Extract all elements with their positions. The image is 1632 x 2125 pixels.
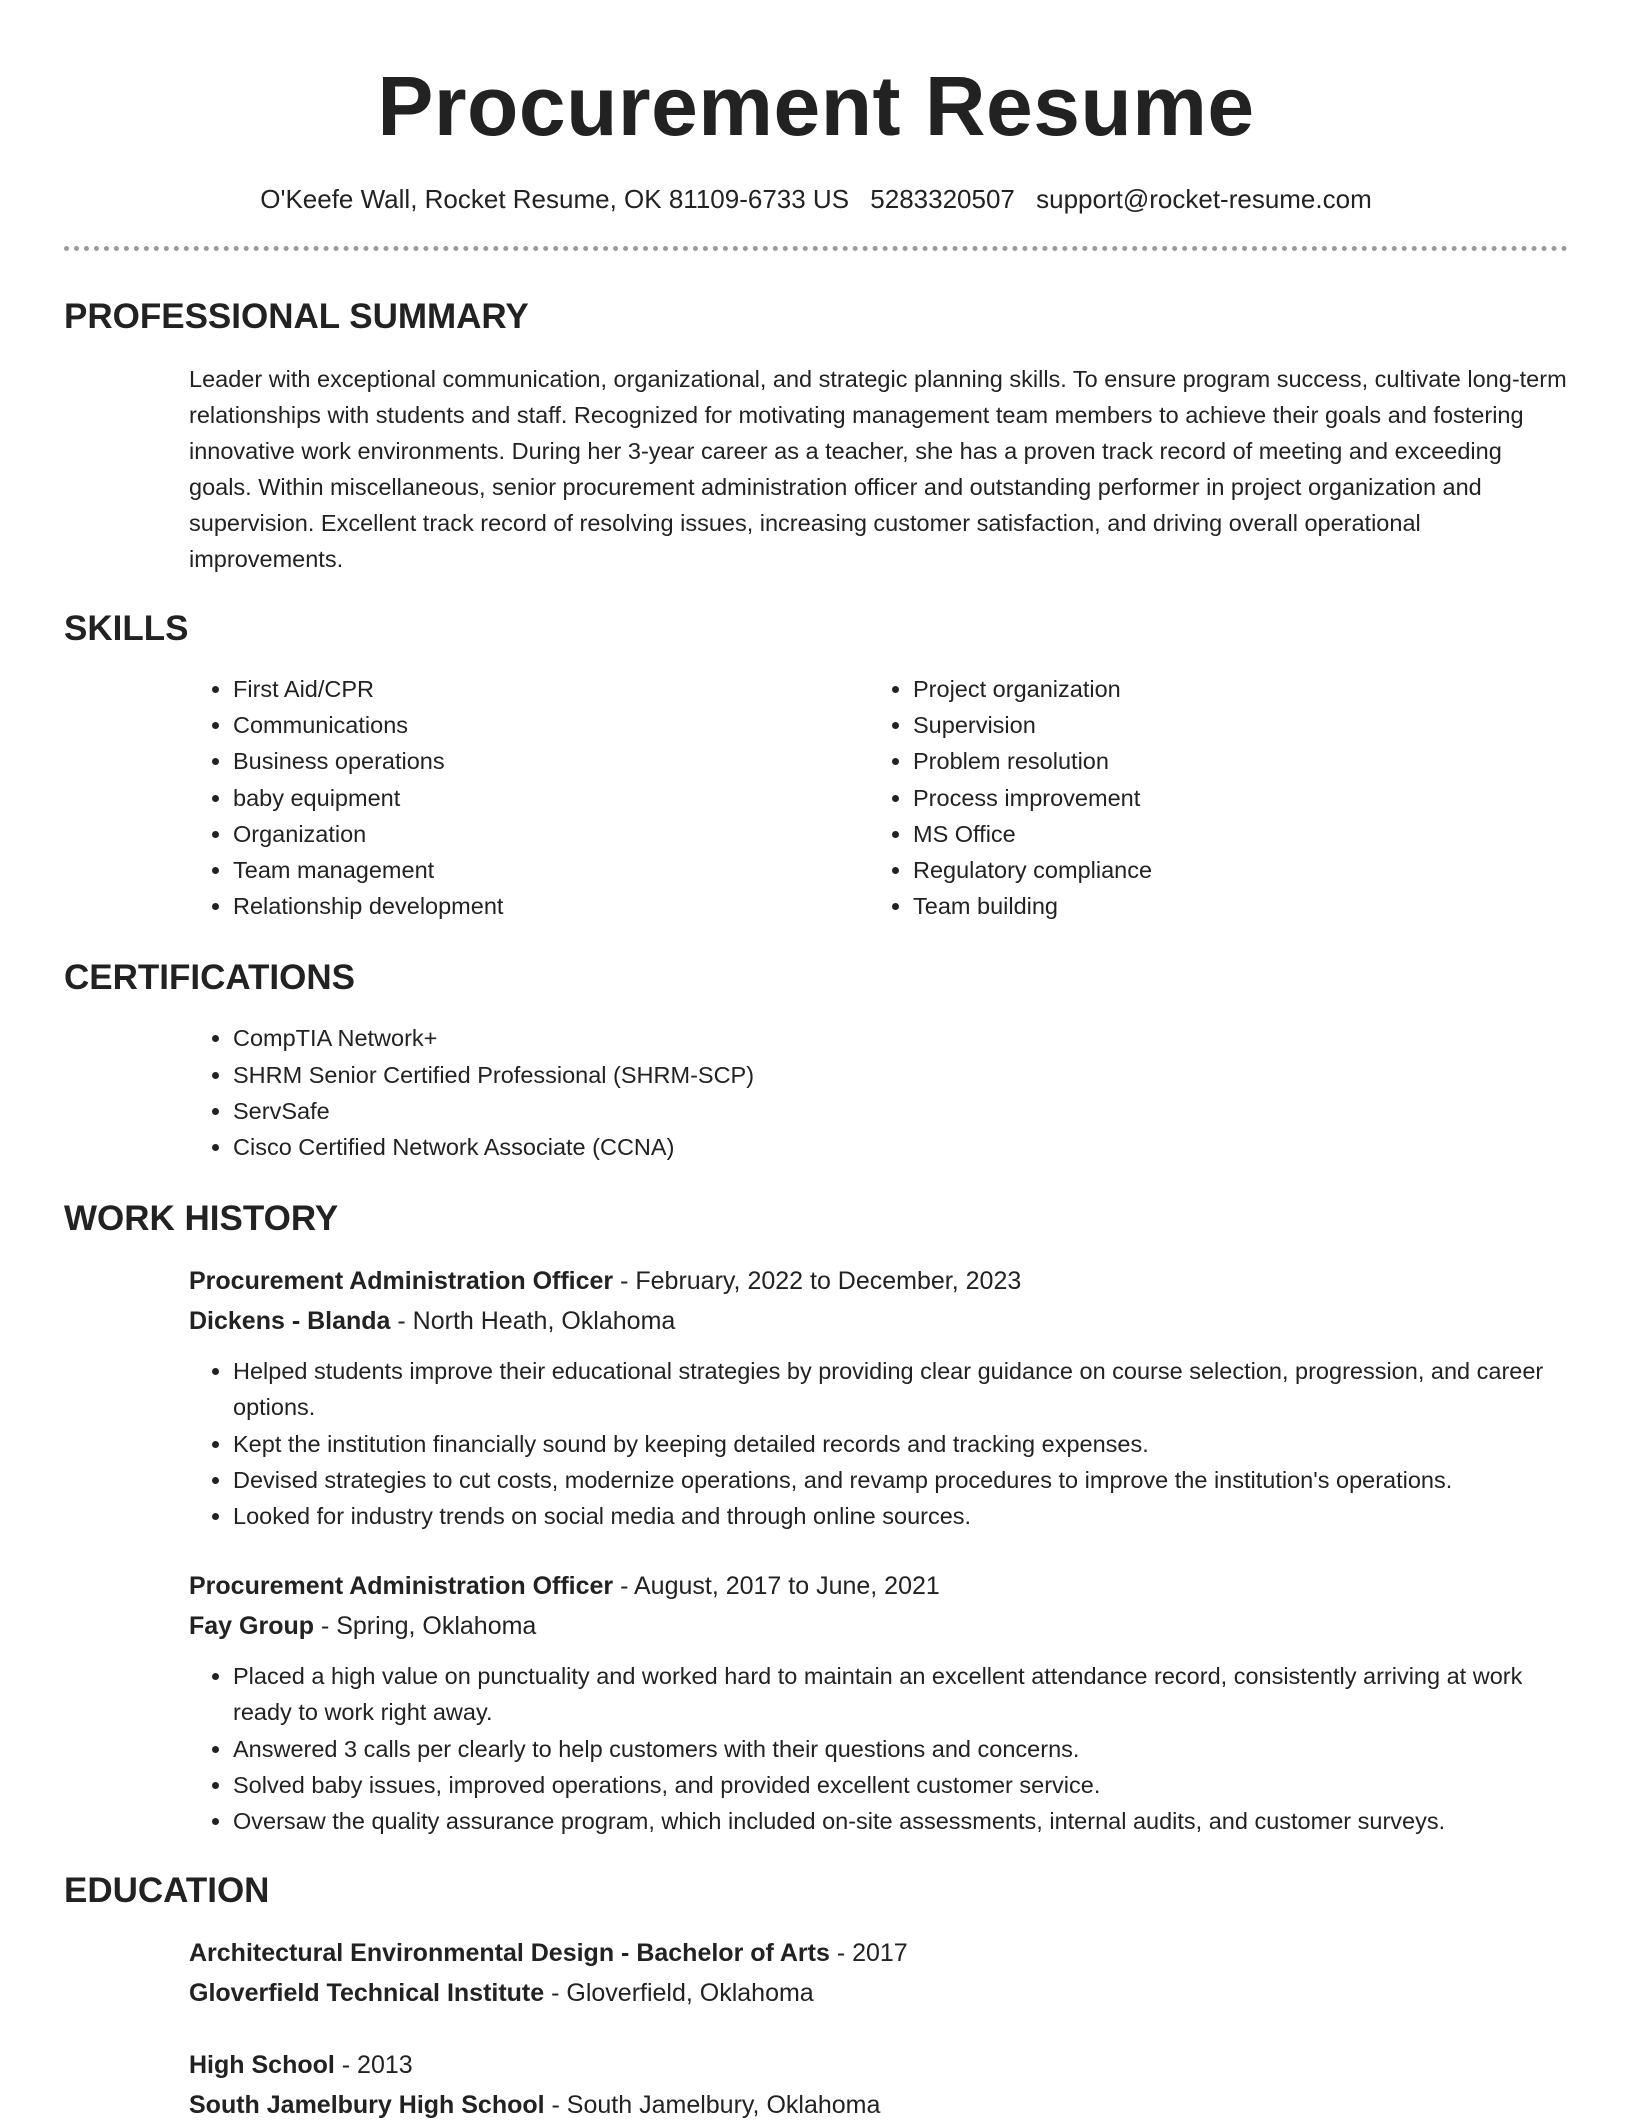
job-title-line [189,1261,1568,1301]
education-location: - South Jamelbury, Oklahoma [544,2091,881,2120]
job-location: - North Heath, Oklahoma [390,1307,676,1336]
job-bullet: • Helped students improve their educational strategies by providing clear guidance on course selection, progression, and career options. [233,1353,1568,1425]
skill-item: • Regulatory compliance [913,852,1152,888]
job-bullet: • Answered 3 calls per clearly to help customers with their questions and concerns. [233,1731,1568,1767]
skill-item: • Process improvement [913,780,1152,816]
job-title-line [189,1566,1568,1606]
job-location: - Spring, Oklahoma [314,1612,537,1641]
job-bullet: • Placed a high value on punctuality and worked hard to maintain an excellent attendance record, consistently arriving at work ready to work right away. [233,1658,1568,1730]
certification-item: • Cisco Certified Network Associate (CCNA) [233,1129,1568,1165]
skill-item: • Team building [913,888,1152,924]
job-company-line [189,1301,1568,1341]
certification-item: • CompTIA Network+ [233,1020,1568,1056]
certifications-list [189,1020,1568,1165]
job-bullet: • Oversaw the quality assurance program, which included on-site assessments, internal audits, and customer surveys. [233,1803,1568,1839]
skill-item: • Organization [233,816,869,852]
skill-item: • First Aid/CPR [233,671,869,707]
resume-title: Procurement Resume [377,59,1255,153]
education-degree: Architectural Environmental Design - Bachelor of Arts [189,1939,830,1968]
job-company-line [189,1606,1568,1646]
skills-heading: SKILLS [64,609,189,648]
job-company: Fay Group [189,1612,315,1641]
job-bullet: • Kept the institution financially sound by keeping detailed records and tracking expenses. [233,1426,1568,1462]
contact-email: support@rocket-resume.com [1036,184,1372,214]
job-bullets [189,1353,1568,1534]
job-dates: - February, 2022 to December, 2023 [613,1267,1022,1296]
contact-line [64,182,1568,216]
skill-item: • Relationship development [233,888,869,924]
job-company: Dickens - Blanda [189,1307,391,1336]
education-degree: High School [189,2051,335,2080]
certifications-heading: CERTIFICATIONS [64,958,356,998]
skills-column-left [189,671,869,924]
header-divider [64,246,1568,251]
skill-item: • Team management [233,852,869,888]
education-school: South Jamelbury High School [189,2091,545,2120]
job-bullet: • Looked for industry trends on social media and through online sources. [233,1498,1568,1534]
skills-list [189,671,1568,924]
contact-address: O'Keefe Wall, Rocket Resume, OK 81109-6733 US [260,184,850,214]
job-dates: - August, 2017 to June, 2021 [613,1572,940,1601]
job-position: Procurement Administration Officer [189,1267,614,1296]
education-year: - 2017 [829,1939,908,1968]
education-degree-line [189,1933,1568,1973]
work-history-heading: WORK HISTORY [64,1199,339,1239]
skill-item: • Business operations [233,743,869,779]
skills-column-right [869,671,1152,924]
job-entry [189,1566,1568,1839]
skill-item: • Problem resolution [913,743,1152,779]
education-entry [189,1933,1568,2013]
job-bullet: • Solved baby issues, improved operations, and provided excellent customer service. [233,1767,1568,1803]
job-entry [189,1261,1568,1534]
summary-text: Leader with exceptional communication, organizational, and strategic planning skills. To ensure program success, cultivate long-term relationships with students and staff. Recognized for motivating management team members to achieve their goals and fostering innovative work environments. During her 3-year career as a teacher, she has a proven track record of meeting and exceeding goals. Within miscellaneous, senior procurement administration officer and outstanding performer in project organization and supervision. Excellent track record of resolving issues, increasing customer satisfaction, and driving overall operational improvements. [189,366,1567,572]
education-school: Gloverfield Technical Institute [189,1979,545,2008]
contact-phone: 5283320507 [870,184,1015,214]
education-school-line [189,2085,1568,2125]
education-entry [189,2045,1568,2125]
skill-item: • baby equipment [233,780,869,816]
certification-item: • ServSafe [233,1093,1568,1129]
education-school-line [189,1973,1568,2013]
education-year: - 2013 [334,2051,413,2080]
job-bullet: • Devised strategies to cut costs, modernize operations, and revamp procedures to improve the institution's operations. [233,1462,1568,1498]
education-heading: EDUCATION [64,1871,270,1911]
education-degree-line [189,2045,1568,2085]
skill-item: • Communications [233,707,869,743]
job-position: Procurement Administration Officer [189,1572,614,1601]
skill-item: • Supervision [913,707,1152,743]
summary-heading: PROFESSIONAL SUMMARY [64,297,529,336]
certification-item: • SHRM Senior Certified Professional (SHRM-SCP) [233,1057,1568,1093]
skill-item: • MS Office [913,816,1152,852]
education-location: - Gloverfield, Oklahoma [544,1979,814,2008]
job-bullets [189,1658,1568,1839]
skill-item: • Project organization [913,671,1152,707]
